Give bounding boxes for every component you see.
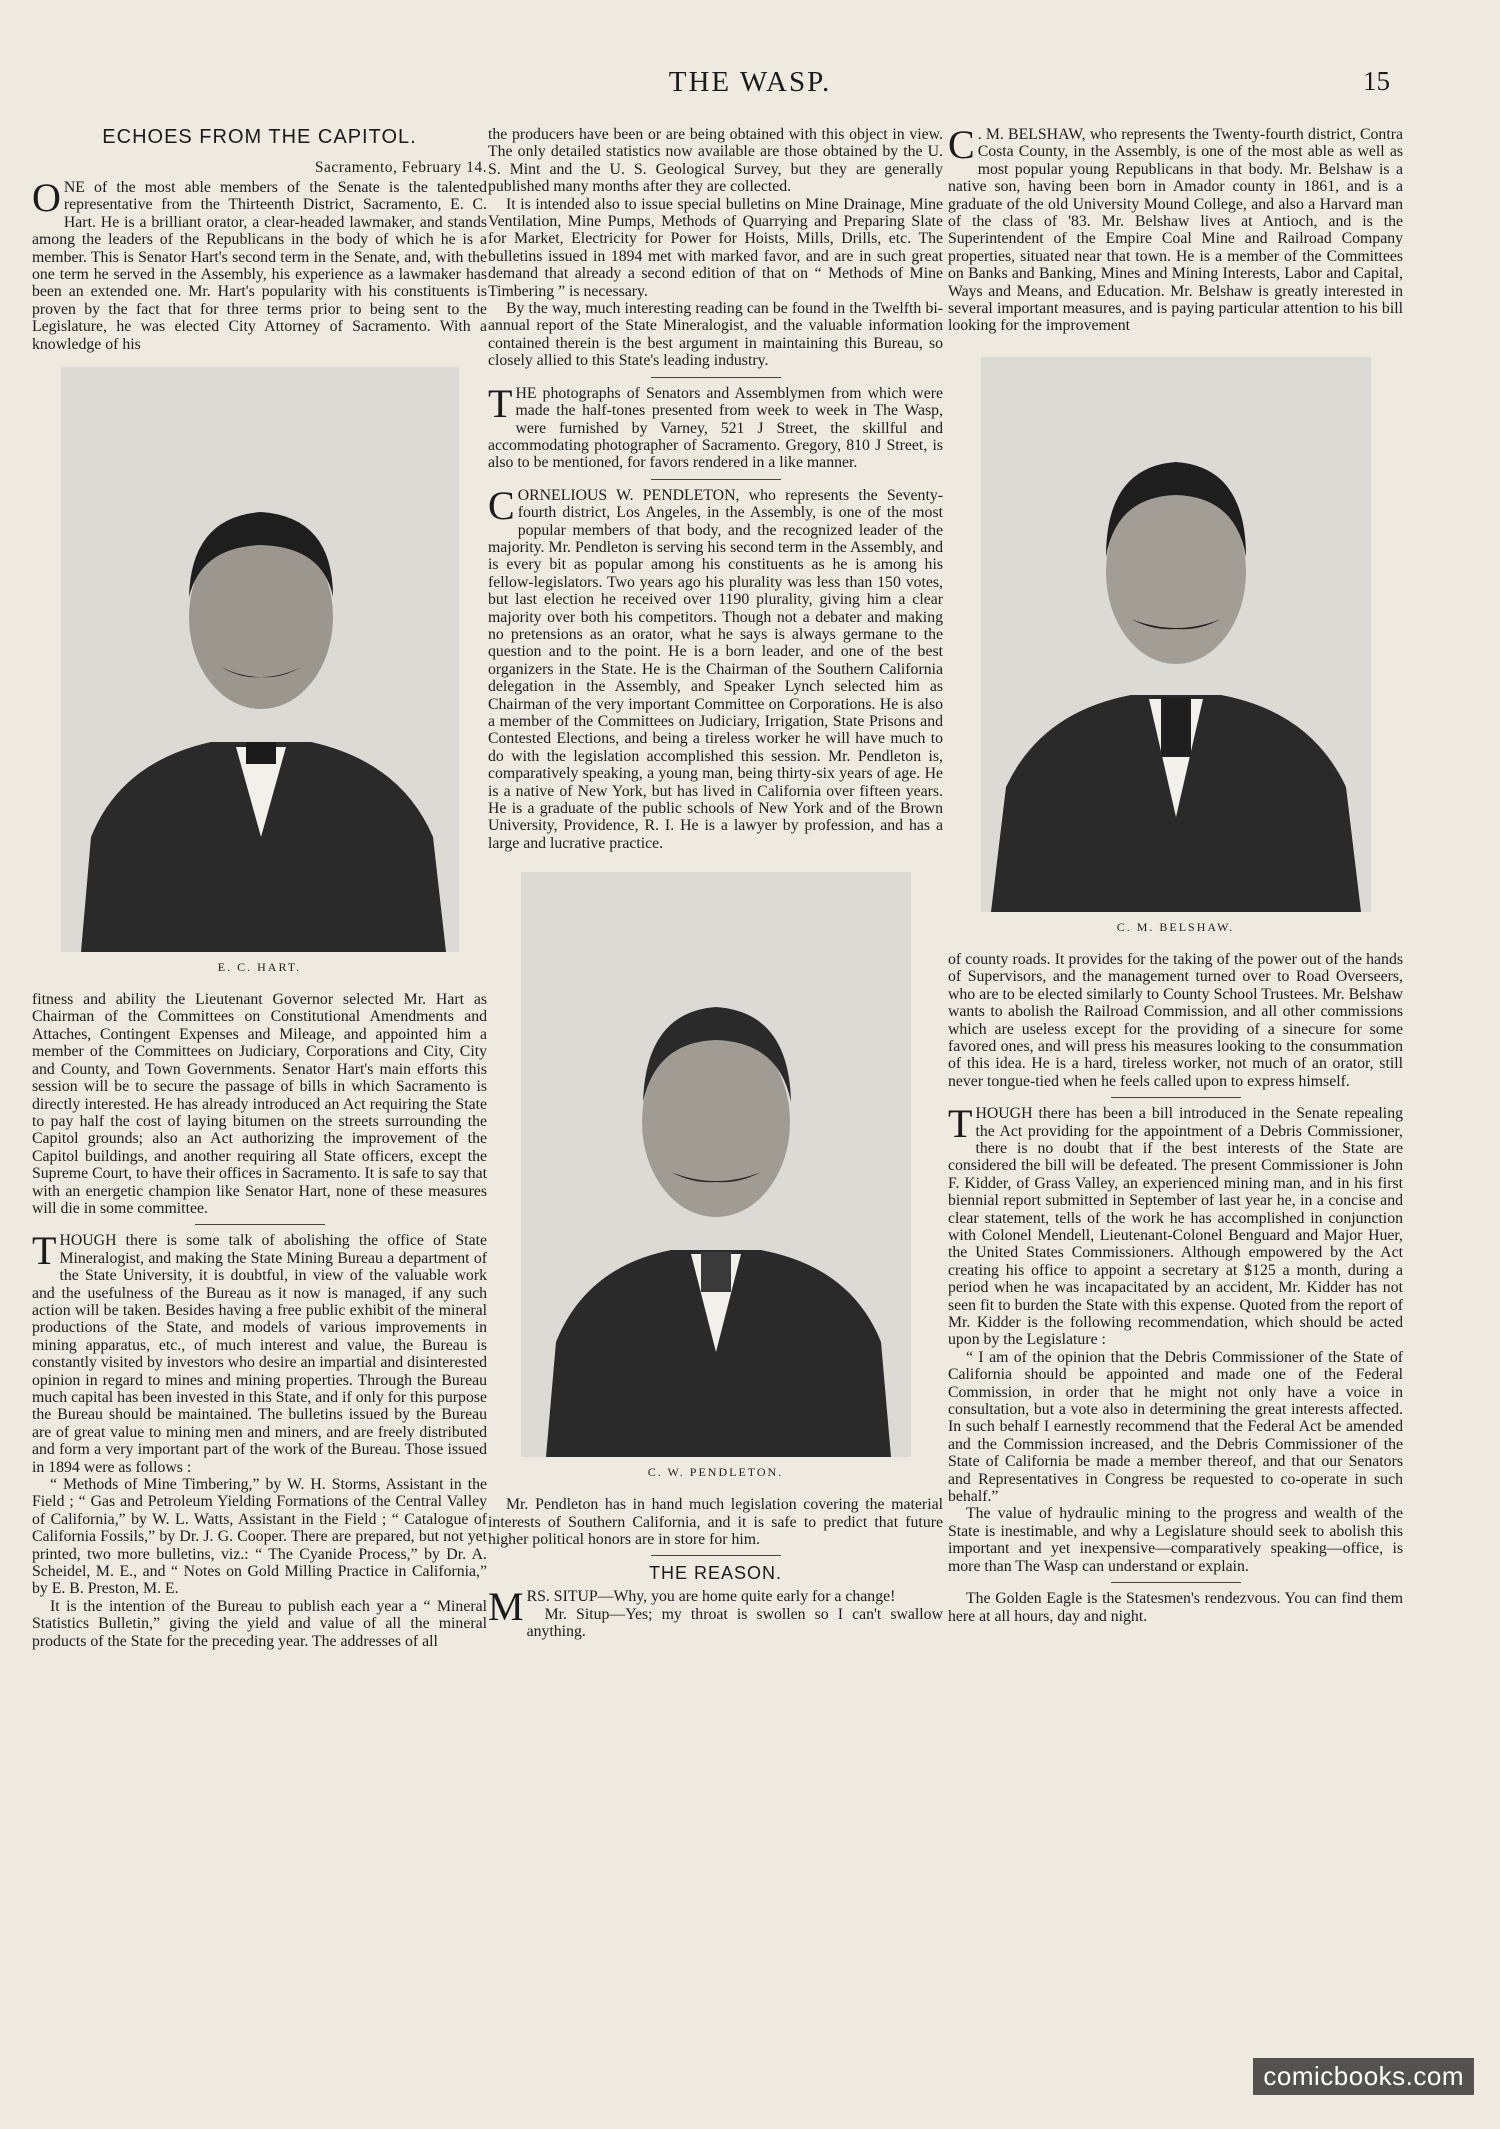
caption-pendleton: C. W. PENDLETON. xyxy=(647,1465,784,1480)
portrait-pendleton xyxy=(521,872,911,1457)
caption-belshaw: C. M. BELSHAW. xyxy=(1116,919,1235,934)
article-hart-continued: fitness and ability the Lieutenant Governor selected Mr. Hart as Chairman of the Committees on Constitutional Amendments and Attaches, Contingent Expenses and Mileage, and appointed him a member of the Committees on Judiciary, Corporations and City, City and County, and Town Governments. Senator Hart's main efforts this session will be to secure the passage of bills in which Sacramento is directly interested. He has already introduced an Act requiring the State to pay half the cost of laying bitumen on the streets surrounding the Capitol grounds; also an Act authorizing the improvement of the Capitol buildings, and another requiring all State officers, except the Supreme Court, to have their offices in Sacramento. It is safe to say that with an energetic champion like Senator Hart, none of these measures will die in some committee. xyxy=(32,991,487,1217)
portrait-hart xyxy=(61,367,459,952)
column-right xyxy=(948,122,1403,1625)
divider xyxy=(1111,1097,1241,1098)
reason-heading: THE REASON. xyxy=(648,1563,783,1584)
watermark: comicbooks.com xyxy=(1253,2058,1474,2095)
article-bureau-continued: the producers have been or are being obtained with this object in view. The only detailed statistics now available are those obtained by the U. S. Mint and the U. S. Geological Survey, but they are generally published many months after they are collected. xyxy=(488,126,943,196)
drop-cap: T xyxy=(948,1101,973,1147)
portrait-pendleton-image xyxy=(521,872,911,1457)
article-belshaw: C . M. BELSHAW, who represents the Twenty-fourth district, Contra Costa County, in the Assembly, is one of the most able as well as most popular young Republicans in that body. Mr. Belshaw is a native son, having been born in Amador county in 1861, and is a graduate of the old University Mound College, and also a Harvard man of the class of '83. Mr. Belshaw lives at Antioch, and is the Superintendent of the Empire Coal Mine and Railroad Company properties, situated near that town. He is a member of the Committees on Banks and Banking, Mines and Mining Interests, Labor and Capital, Ways and Means, and Education. Mr. Belshaw is greatly interested in several important measures, and is paying particular attention to his bill looking for the improvement xyxy=(948,122,1403,335)
portrait-belshaw xyxy=(981,357,1371,912)
section-heading: ECHOES FROM THE CAPITOL. xyxy=(102,126,417,148)
divider xyxy=(195,1224,325,1225)
article-pendleton: CORNELIOUS W. PENDLETON, who represents the Seventy-fourth district, Los Angeles, in the Assembly, is one of the most popular members of that body, and the recognized leader of the majority. Mr. Pendleton is serving his second term in the Assembly, and is every bit as popular among his constituents as he is among his fellow-legislators. Two years ago his plurality was less than 150 votes, but last election he received over 1190 plurality, giving him a clear majority over both his competitors. Though not a debater and making no pretensions as an orator, what he says is always germane to the question and to the point. He is a born leader, and one of the best organizers in the State. He is the Chairman of the Southern California delegation in the Assembly, and Speaker Lynch selected him as Chairman of the very important Committee on Corporations. He is also a member of the Committees on Judiciary, Irrigation, State Prisons and Contested Elections, and being a tireless worker he will have much to do with the legislation accomplished this session. Mr. Pendleton is, comparatively speaking, a young man, being thirty-six years of age. He is a native of New York, but has lived in California over fifteen years. He is a graduate of the public schools of New York and of the Brown University, Providence, R. I. He is a lawyer by profession, and has a large and lucrative practice. xyxy=(488,482,943,852)
portrait-belshaw-image xyxy=(981,357,1371,912)
reason-line-2: Mr. Situp—Yes; my throat is swollen so I can't swallow anything. xyxy=(526,1605,943,1641)
mineralogist-report: By the way, much interesting reading can be found in the Twelfth bi-annual report of the State Mineralogist, and the valuable information contained therein is the best argument in maintaining this Bureau, so closely allied to this State's leading industry. xyxy=(488,300,943,370)
drop-cap: M xyxy=(488,1584,524,1630)
divider xyxy=(651,377,781,378)
masthead-title: THE WASP. xyxy=(668,66,832,98)
article-mining-bureau-continued: It is the intention of the Bureau to publish each year a “ Mineral Statistics Bulletin,” giving the yield and value of all the mineral products of the State for the preceding year. The addresses of all xyxy=(32,1597,487,1650)
page-number: 15 xyxy=(1363,66,1390,96)
bulletins-list: “ Methods of Mine Timbering,” by W. H. Storms, Assistant in the Field ; “ Gas and Petroleum Yielding Formations of the Central Valley of California,” by W. L. Watts, Assistant in the Field ; “ Catalogue of California Fossils,” by Dr. J. G. Cooper. There are prepared, but not yet printed, two more bulletins, viz.: “ The Cyanide Process,” by Dr. A. Scheidel, M. E., and “ Notes on Gold Milling Practice in California,” by E. B. Preston, M. E. xyxy=(32,1476,487,1598)
article-hart-intro: ONE of the most able members of the Senate is the talented representative from the Thirteenth District, Sacramento, E. C. Hart. He is a brilliant orator, a clear-headed lawmaker, and stands among the leaders of the Republicans in the body of which he is a member. This is Senator Hart's second term in the Senate, and, with the one term he served in the Assembly, his experience as a lawmaker has been an extended one. Mr. Hart's popularity with his constituents is proven by the fact that for three terms prior to being sent to the Legislature, he was elected City Attorney of Sacramento. With a knowledge of his xyxy=(32,175,487,353)
photographs-note: THE photographs of Senators and Assemblymen from which were made the half-tones presented from week to week in The Wasp, were furnished by Varney, 521 J Street, the skillful and accommodating photographer of Sacramento. Gregory, 810 J Street, is also to be mentioned, for favors rendered in a like manner. xyxy=(488,380,943,472)
special-bulletins: It is intended also to issue special bulletins on Mine Drainage, Mine Ventilation, Mine Pumps, Methods of Quarrying and Preparing Slate for Market, Electricity for Power for Hoists, Mills, Drills, etc. The bulletins issued in 1894 met with marked favor, and are in such great demand that already a second edition of that on “ Methods of Mine Timbering ” is necessary. xyxy=(488,195,943,300)
golden-eagle-note: The Golden Eagle is the Statesmen's rendezvous. You can find them here at all hours, day and night. xyxy=(948,1590,1403,1625)
drop-cap: O xyxy=(32,175,61,220)
article-debris-commissioner: THOUGH there has been a bill introduced in the Senate repealing the Act providing for the appointment of a Debris Commissioner, there is no doubt that if the best interests of the State are considered the bill will be defeated. The present Commissioner is John F. Kidder, of Grass Valley, an experienced mining man, and in his first biennial report submitted in September of last year he, in a concise and clear statement, tells of the work he has accomplished in conjunction with Colonel Mendell, Lieutenant-Colonel Benguard and Major Huer, the United States Commissioners. Although empowered by the Act creating his office to appoint a secretary at $125 a month, during a period when he was incapacitated by an accident, Mr. Kidder has not seen fit to burden the State with this expense. Quoted from the report of Mr. Kidder is the following recommendation, which should be acted upon by the Legislature : xyxy=(948,1101,1403,1349)
masthead xyxy=(0,66,1500,106)
article-belshaw-continued: of county roads. It provides for the taking of the power out of the hands of Supervisors, and the management turned over to Road Overseers, who are to be elected similarly to County School Trustees. Mr. Belshaw wants to abolish the Railroad Commission, and all other commissions which are useless except for the providing of a sinecure for some favored ones, and will press his measures looking to the consummation of this idea. He is a hard, tireless worker, not much of an orator, still never tongue-tied when he feels called upon to express himself. xyxy=(948,950,1403,1090)
portrait-hart-image xyxy=(61,367,459,952)
pendleton-legislation: Mr. Pendleton has in hand much legislation covering the material interests of Southern California, and it is safe to predict that future higher political honors are in store for him. xyxy=(488,1496,943,1549)
drop-cap: T xyxy=(488,380,513,426)
article-mining-bureau: THOUGH there is some talk of abolishing the office of State Mineralogist, and making the State Mining Bureau a department of the State University, it is doubtful, in view of the valuable work and the usefulness of the Bureau as it now is managed, if any such action will be taken. Besides having a free public exhibit of the mineral productions of the State, and models of various improvements in mining apparatus, etc., of much interest and value, the Bureau is constantly visited by investors who desire an impartial and disinterested opinion in regard to mines and mining properties. Through the Bureau much capital has been invested in this State, and if only for this purpose the Bureau should be maintained. The bulletins issued by the Bureau are of great value to mining men and miners, and are freely distributed and form a very important part of the work of the Bureau. Those issued in 1894 were as follows : xyxy=(32,1228,487,1476)
column-middle xyxy=(488,126,943,1641)
divider xyxy=(651,479,781,480)
caption-hart: E. C. HART. xyxy=(217,960,302,975)
column-left xyxy=(32,126,487,1650)
divider xyxy=(651,1555,781,1556)
drop-cap: C xyxy=(488,482,515,528)
divider xyxy=(1111,1582,1241,1583)
kidder-recommendation: “ I am of the opinion that the Debris Commissioner of the State of California should be appointed and made one of the Federal Commission, in order that he might not only have a voice in consultation, but a vote also in determining the great interests affected. In such behalf I earnestly recommend that the Federal Act be amended and the Commission increased, and the Debris Commissioner of the State of California be made a member thereof, and that our Senators and Representatives in Congress be requested to co-operate in such behalf.” xyxy=(948,1348,1403,1506)
reason-line-1: MRS. SITUP—Why, you are home quite early for a change! xyxy=(488,1584,896,1630)
drop-cap: T xyxy=(32,1228,57,1274)
hydraulic-mining: The value of hydraulic mining to the progress and wealth of the State is inestimable, and why a Legislature should seek to abolish this important and yet inexpensive—comparatively speaking—office, is more than The Wasp can understand or explain. xyxy=(948,1505,1403,1575)
drop-cap: C xyxy=(948,122,975,167)
dateline: Sacramento, February 14. xyxy=(314,159,487,176)
